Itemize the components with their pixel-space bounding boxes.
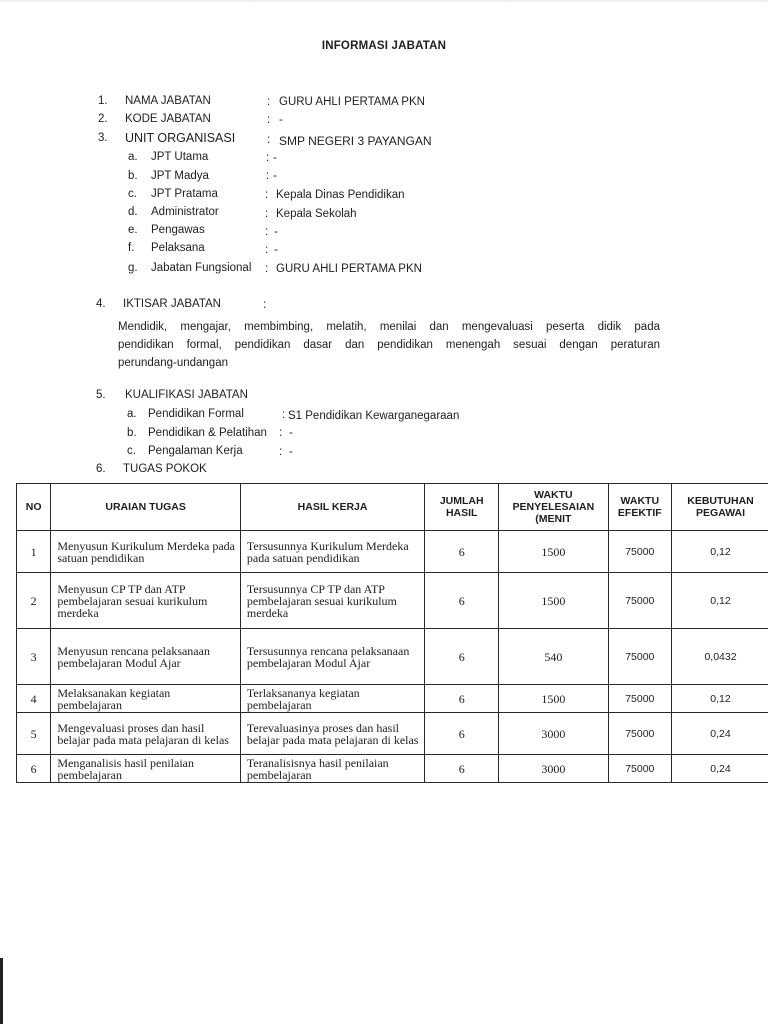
field-label-kode-jabatan: KODE JABATAN — [125, 113, 211, 125]
cell-kebutuhan: 0,24 — [672, 713, 768, 755]
sub-label-jpt-utama: JPT Utama — [151, 151, 209, 163]
sub-letter: e. — [128, 224, 138, 236]
table-row — [17, 685, 768, 713]
kualifikasi-label-pengalaman: Pengalaman Kerja — [148, 445, 243, 457]
table-header-row — [17, 484, 768, 531]
cell-kebutuhan: 0,12 — [672, 531, 768, 573]
header-line: WAKTU — [534, 489, 573, 501]
cell-kebutuhan: 0,24 — [672, 755, 768, 783]
sub-value-administrator: Kepala Sekolah — [276, 208, 357, 220]
document-title: INFORMASI JABATAN — [321, 40, 447, 52]
header-line: KEBUTUHAN — [687, 495, 754, 507]
sub-letter: d. — [128, 206, 138, 218]
sub-label-jpt-madya: JPT Madya — [151, 170, 209, 182]
cell-waktu-penyelesaian: 1500 — [499, 531, 608, 573]
ikhtisar-line: Mendidik, mengajar, membimbing, melatih, menilai dan mengevaluasi peserta didik pada — [118, 321, 660, 333]
cell-hasil: Tersusunnya CP TP dan ATP pembelajaran sesuai kurikulum merdeka — [240, 573, 424, 629]
cell-uraian: Menyusun rencana pelaksanaan pembelajaran Modul Ajar — [51, 629, 241, 685]
sub-letter: b. — [128, 170, 138, 182]
sub-letter: c. — [128, 188, 137, 200]
kualifikasi-label-pendidikan-formal: Pendidikan Formal — [148, 408, 244, 420]
ikhtisar-separator: : — [263, 299, 267, 311]
cell-hasil: Terevaluasinya proses dan hasil belajar pada mata pelajaran di kelas — [240, 713, 424, 755]
header-no: NO — [17, 484, 51, 531]
tugas-pokok-number: 6. — [96, 463, 106, 475]
sub-separator: : — [265, 244, 269, 256]
scan-edge-mark — [0, 958, 3, 1024]
header-jumlah-hasil — [425, 484, 499, 531]
cell-waktu-efektif: 75000 — [608, 755, 672, 783]
cell-uraian: Melaksanakan kegiatan pembelajaran — [51, 685, 241, 713]
cell-waktu-efektif: 75000 — [608, 531, 672, 573]
cell-waktu-penyelesaian: 1500 — [499, 573, 608, 629]
tugas-pokok-table — [16, 483, 768, 783]
cell-uraian: Menyusun Kurikulum Merdeka pada satuan pendidikan — [51, 531, 241, 573]
sub-value-pengawas: - — [274, 226, 278, 238]
sub-value-jabatan-fungsional: GURU AHLI PERTAMA PKN — [276, 263, 422, 275]
table-row — [17, 573, 768, 629]
cell-waktu-efektif: 75000 — [608, 713, 672, 755]
table-row — [17, 755, 768, 783]
cell-hasil: Teranalisisnya hasil penilaian pembelajaran — [240, 755, 424, 783]
cell-no: 4 — [17, 685, 51, 713]
cell-hasil: Terlaksananya kegiatan pembelajaran — [240, 685, 424, 713]
cell-no: 6 — [17, 755, 51, 783]
cell-hasil: Tersusunnya rencana pelaksanaan pembelajaran Modul Ajar — [240, 629, 424, 685]
sub-label-pengawas: Pengawas — [151, 224, 205, 236]
cell-waktu-efektif: 75000 — [608, 573, 672, 629]
sub-separator: : — [265, 263, 269, 275]
ikhtisar-line: perundang-undangan — [118, 357, 228, 369]
header-line: PENYELESAIAN — [512, 501, 595, 513]
scan-top-shadow — [0, 0, 768, 3]
field-value-kode-jabatan: - — [279, 114, 283, 126]
kualifikasi-value-pengalaman: - — [289, 446, 293, 458]
header-uraian-tugas: URAIAN TUGAS — [51, 484, 241, 531]
cell-kebutuhan: 0,12 — [672, 573, 768, 629]
cell-hasil: Tersusunnya Kurikulum Merdeka pada satuan pendidikan — [240, 531, 424, 573]
kualifikasi-number: 5. — [96, 389, 106, 401]
sub-value-jpt-madya: - — [273, 170, 277, 182]
cell-uraian: Menyusun CP TP dan ATP pembelajaran sesuai kurikulum merdeka — [51, 573, 241, 629]
ikhtisar-text — [118, 318, 660, 372]
kualifikasi-value-pendidikan-formal: S1 Pendidikan Kewarganegaraan — [288, 410, 460, 422]
header-line: PEGAWAI — [696, 507, 746, 519]
sub-label-pelaksana: Pelaksana — [151, 242, 205, 254]
field-separator: : — [267, 96, 271, 108]
kualifikasi-separator: : — [282, 409, 286, 421]
cell-jumlah: 6 — [425, 629, 499, 685]
kualifikasi-label-pelatihan: Pendidikan & Pelatihan — [148, 427, 267, 439]
sub-letter: a. — [128, 151, 138, 163]
cell-waktu-penyelesaian: 3000 — [499, 713, 608, 755]
cell-uraian: Menganalisis hasil penilaian pembelajaran — [51, 755, 241, 783]
sub-value-pelaksana: - — [274, 244, 278, 256]
header-line: WAKTU — [620, 495, 660, 507]
kualifikasi-letter: c. — [127, 445, 136, 457]
sub-separator: : — [266, 170, 270, 182]
cell-uraian: Mengevaluasi proses dan hasil belajar pada mata pelajaran di kelas — [51, 713, 241, 755]
cell-jumlah: 6 — [425, 713, 499, 755]
cell-jumlah: 6 — [425, 531, 499, 573]
field-value-nama-jabatan: GURU AHLI PERTAMA PKN — [279, 96, 425, 108]
kualifikasi-letter: a. — [127, 408, 137, 420]
sub-value-jpt-pratama: Kepala Dinas Pendidikan — [276, 189, 405, 201]
header-kebutuhan-pegawai — [672, 484, 768, 531]
cell-jumlah: 6 — [425, 685, 499, 713]
sub-label-administrator: Administrator — [151, 206, 219, 218]
header-waktu-efektif — [608, 484, 672, 531]
kualifikasi-letter: b. — [127, 427, 137, 439]
cell-no: 3 — [17, 629, 51, 685]
sub-separator: : — [265, 189, 269, 201]
table-row — [17, 629, 768, 685]
header-waktu-penyelesaian — [499, 484, 608, 531]
cell-waktu-efektif: 75000 — [608, 685, 672, 713]
cell-kebutuhan: 0,0432 — [672, 629, 768, 685]
tugas-pokok-label: TUGAS POKOK — [123, 463, 207, 475]
kualifikasi-separator: : — [279, 427, 283, 439]
sub-separator: : — [265, 226, 269, 238]
field-separator: : — [267, 134, 271, 146]
cell-no: 1 — [17, 531, 51, 573]
sub-label-jpt-pratama: JPT Pratama — [151, 188, 218, 200]
sub-value-jpt-utama: - — [273, 152, 277, 164]
cell-no: 2 — [17, 573, 51, 629]
header-line: (MENIT — [535, 513, 572, 525]
cell-waktu-penyelesaian: 540 — [499, 629, 608, 685]
ikhtisar-label: IKTISAR JABATAN — [123, 298, 221, 310]
field-label-unit-organisasi: UNIT ORGANISASI — [125, 131, 236, 145]
cell-jumlah: 6 — [425, 755, 499, 783]
field-number: 2. — [98, 113, 108, 125]
header-hasil-kerja: HASIL KERJA — [240, 484, 424, 531]
sub-separator: : — [266, 152, 270, 164]
field-number: 3. — [98, 132, 108, 144]
header-line: HASIL — [445, 507, 478, 519]
cell-waktu-penyelesaian: 3000 — [499, 755, 608, 783]
kualifikasi-separator: : — [279, 446, 283, 458]
cell-kebutuhan: 0,12 — [672, 685, 768, 713]
sub-separator: : — [265, 208, 269, 220]
table-row — [17, 713, 768, 755]
field-label-nama-jabatan: NAMA JABATAN — [125, 95, 211, 107]
ikhtisar-number: 4. — [96, 298, 106, 310]
sub-label-jabatan-fungsional: Jabatan Fungsional — [151, 262, 252, 274]
field-separator: : — [267, 114, 271, 126]
cell-jumlah: 6 — [425, 573, 499, 629]
kualifikasi-value-pelatihan: - — [289, 427, 293, 439]
field-value-unit-organisasi: SMP NEGERI 3 PAYANGAN — [279, 134, 432, 148]
kualifikasi-label: KUALIFIKASI JABATAN — [125, 389, 248, 401]
sub-letter: g. — [128, 262, 138, 274]
cell-waktu-penyelesaian: 1500 — [499, 685, 608, 713]
cell-no: 5 — [17, 713, 51, 755]
sub-letter: f. — [128, 242, 135, 254]
header-line: EFEKTIF — [617, 507, 662, 519]
table-row — [17, 531, 768, 573]
cell-waktu-efektif: 75000 — [608, 629, 672, 685]
header-line: JUMLAH — [439, 495, 484, 507]
field-number: 1. — [98, 95, 108, 107]
ikhtisar-line: pendidikan formal, pendidikan dasar dan pendidikan menengah sesuai dengan peraturan — [118, 339, 660, 351]
